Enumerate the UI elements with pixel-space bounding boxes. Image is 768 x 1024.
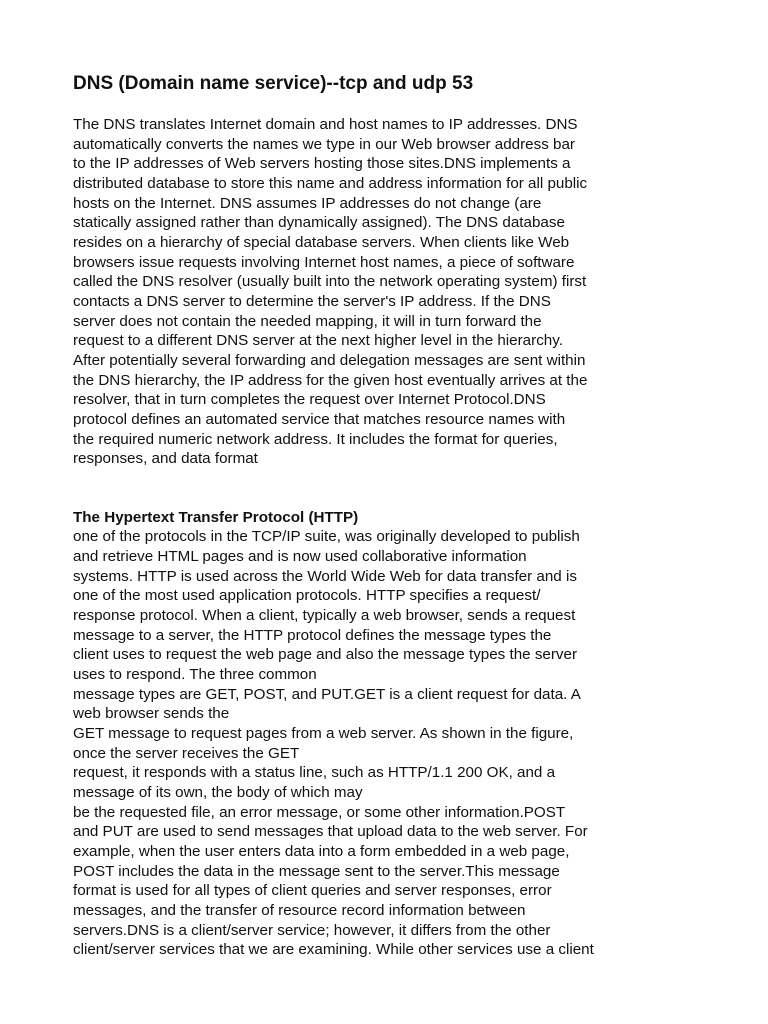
section-spacer <box>73 469 703 508</box>
http-text-line: uses to respond. The three common <box>73 666 317 684</box>
dns-text-line: distributed database to store this name and address information for all public <box>73 174 588 192</box>
dns-text-line: resolver, that in turn completes the request over Internet Protocol.DNS <box>73 391 546 409</box>
dns-text-line: the required numeric network address. It includes the format for queries, <box>73 430 558 448</box>
http-text-line: response protocol. When a client, typically a web browser, sends a request <box>73 607 576 625</box>
document-page <box>73 70 703 960</box>
http-text-line: web browser sends the <box>73 705 230 723</box>
http-text-line: one of the most used application protocols. HTTP specifies a request/ <box>73 587 541 605</box>
dns-text-line: statically assigned rather than dynamically assigned). The DNS database <box>73 214 565 232</box>
dns-text-line: the DNS hierarchy, the IP address for the given host eventually arrives at the <box>73 371 588 389</box>
http-text-line: and PUT are used to send messages that upload data to the web server. For <box>73 823 588 841</box>
dns-paragraph <box>73 115 703 469</box>
http-text-line: request, it responds with a status line, such as HTTP/1.1 200 OK, and a <box>73 764 556 782</box>
dns-text-line: called the DNS resolver (usually built into the network operating system) first <box>73 273 587 291</box>
http-paragraph <box>73 527 703 959</box>
http-text-line: servers.DNS is a client/server service; however, it differs from the other <box>73 921 551 939</box>
http-text-line: POST includes the data in the message sent to the server.This message <box>73 862 560 880</box>
http-text-line: one of the protocols in the TCP/IP suite, was originally developed to publish <box>73 528 580 546</box>
dns-text-line: to the IP addresses of Web servers hosting those sites.DNS implements a <box>73 155 571 173</box>
dns-text-line: contacts a DNS server to determine the server's IP address. If the DNS <box>73 292 551 310</box>
http-text-line: and retrieve HTML pages and is now used collaborative information <box>73 548 527 566</box>
http-text-line: GET message to request pages from a web server. As shown in the figure, <box>73 725 574 743</box>
dns-text-line: server does not contain the needed mapping, it will in turn forward the <box>73 312 542 330</box>
http-text-line: once the server receives the GET <box>73 744 300 762</box>
dns-text-line: responses, and data format <box>73 450 258 468</box>
dns-text-line: protocol defines an automated service that matches resource names with <box>73 410 566 428</box>
http-section-heading: The Hypertext Transfer Protocol (HTTP) <box>73 508 359 526</box>
http-text-line: be the requested file, an error message, or some other information.POST <box>73 803 566 821</box>
dns-text-line: automatically converts the names we type in our Web browser address bar <box>73 135 575 153</box>
page-title: DNS (Domain name service)--tcp and udp 53 <box>73 73 474 94</box>
dns-text-line: browsers issue requests involving Internet host names, a piece of software <box>73 253 575 271</box>
dns-text-line: After potentially several forwarding and delegation messages are sent within <box>73 351 586 369</box>
http-text-line: message to a server, the HTTP protocol defines the message types the <box>73 626 552 644</box>
dns-text-line: resides on a hierarchy of special database servers. When clients like Web <box>73 233 570 251</box>
http-text-line: messages, and the transfer of resource record information between <box>73 901 526 919</box>
http-text-line: format is used for all types of client queries and server responses, error <box>73 882 552 900</box>
http-text-line: example, when the user enters data into a form embedded in a web page, <box>73 842 570 860</box>
http-text-line: message of its own, the body of which may <box>73 784 363 801</box>
http-text-line: client uses to request the web page and also the message types the server <box>73 646 578 664</box>
http-text-line: message types are GET, POST, and PUT.GET is a client request for data. A <box>73 685 581 703</box>
http-text-line: client/server services that we are examining. While other services use a client <box>73 941 594 959</box>
dns-text-line: request to a different DNS server at the next higher level in the hierarchy. <box>73 332 563 350</box>
http-text-line: systems. HTTP is used across the World Wide Web for data transfer and is <box>73 567 577 585</box>
dns-text-line: hosts on the Internet. DNS assumes IP addresses do not change (are <box>73 194 542 212</box>
dns-text-line: The DNS translates Internet domain and host names to IP addresses. DNS <box>73 116 578 133</box>
